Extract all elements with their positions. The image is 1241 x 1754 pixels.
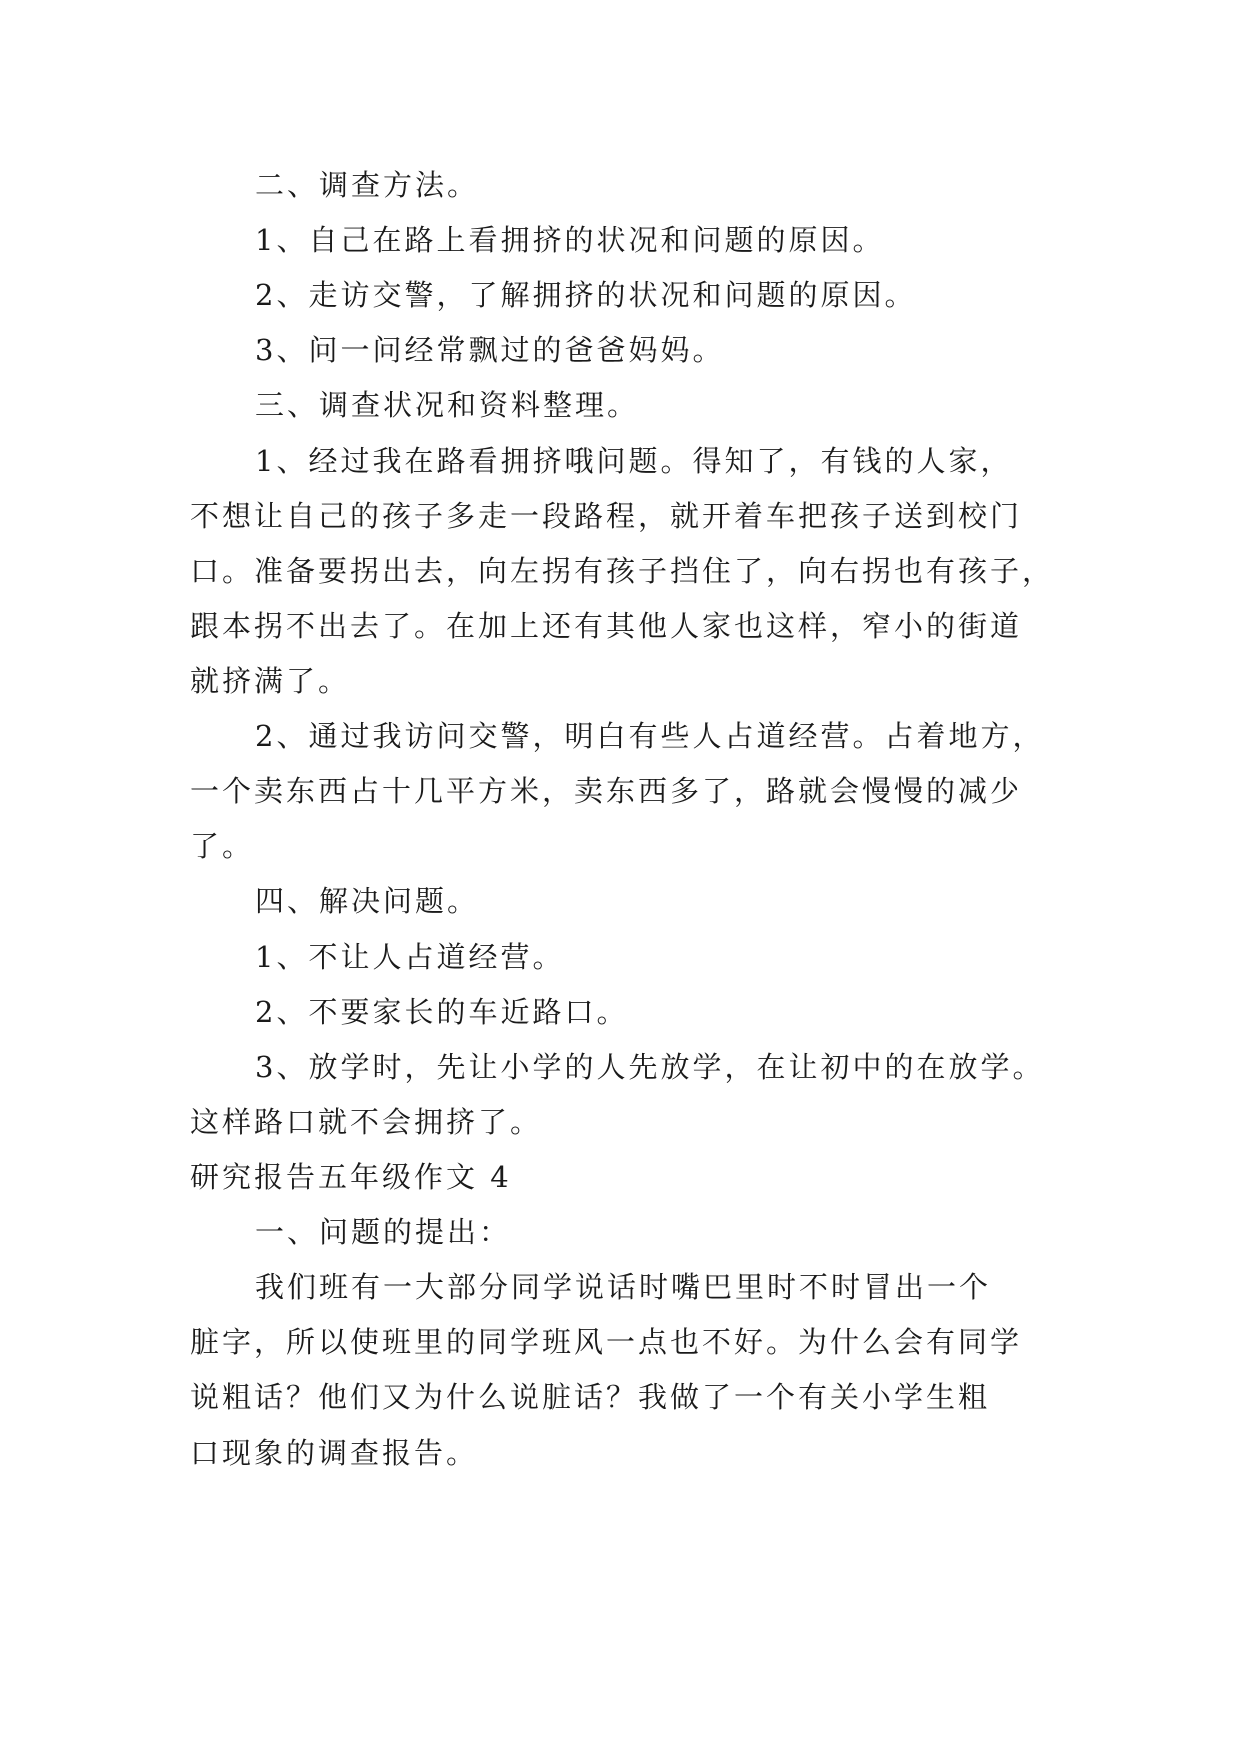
paragraph-line: 我们班有一大部分同学说话时嘴巴里时不时冒出一个 <box>255 1270 992 1304</box>
paragraph-line: 1、经过我在路看拥挤哦问题。得知了，有钱的人家， <box>255 444 1013 478</box>
paragraph-line: 脏字，所以使班里的同学班风一点也不好。为什么会有同学 <box>190 1325 1023 1359</box>
list-item: 3、问一问经常飘过的爸爸妈妈。 <box>255 333 725 367</box>
paragraph-line: 跟本拐不出去了。在加上还有其他人家也这样，窄小的街道 <box>190 609 1023 643</box>
paragraph-line: 口。准备要拐出去，向左拐有孩子挡住了，向右拐也有孩子， <box>190 554 1055 588</box>
article-title: 研究报告五年级作文 4 <box>190 1160 512 1194</box>
paragraph-line: 这样路口就不会拥挤了。 <box>190 1105 543 1139</box>
list-item: 1、不让人占道经营。 <box>255 940 565 974</box>
section-heading: 一、问题的提出： <box>255 1215 512 1249</box>
paragraph-line: 了。 <box>190 829 255 863</box>
paragraph-line: 就挤满了。 <box>190 664 351 698</box>
list-item: 1、自己在路上看拥挤的状况和问题的原因。 <box>255 223 885 257</box>
list-item: 2、走访交警，了解拥挤的状况和问题的原因。 <box>255 278 917 312</box>
paragraph-line: 口现象的调查报告。 <box>190 1436 479 1470</box>
paragraph-line: 2、通过我访问交警，明白有些人占道经营。占着地方， <box>255 719 1045 753</box>
paragraph-line: 一个卖东西占十几平方米，卖东西多了，路就会慢慢的减少 <box>190 774 1023 808</box>
paragraph-line: 不想让自己的孩子多走一段路程，就开着车把孩子送到校门 <box>190 499 1023 533</box>
list-item: 2、不要家长的车近路口。 <box>255 995 629 1029</box>
section-heading: 二、调查方法。 <box>255 168 480 202</box>
list-item: 3、放学时，先让小学的人先放学，在让初中的在放学。 <box>255 1050 1045 1084</box>
paragraph-line: 说粗话？他们又为什么说脏话？我做了一个有关小学生粗 <box>190 1380 991 1414</box>
section-heading: 四、解决问题。 <box>255 884 480 918</box>
section-heading: 三、调查状况和资料整理。 <box>255 388 640 422</box>
